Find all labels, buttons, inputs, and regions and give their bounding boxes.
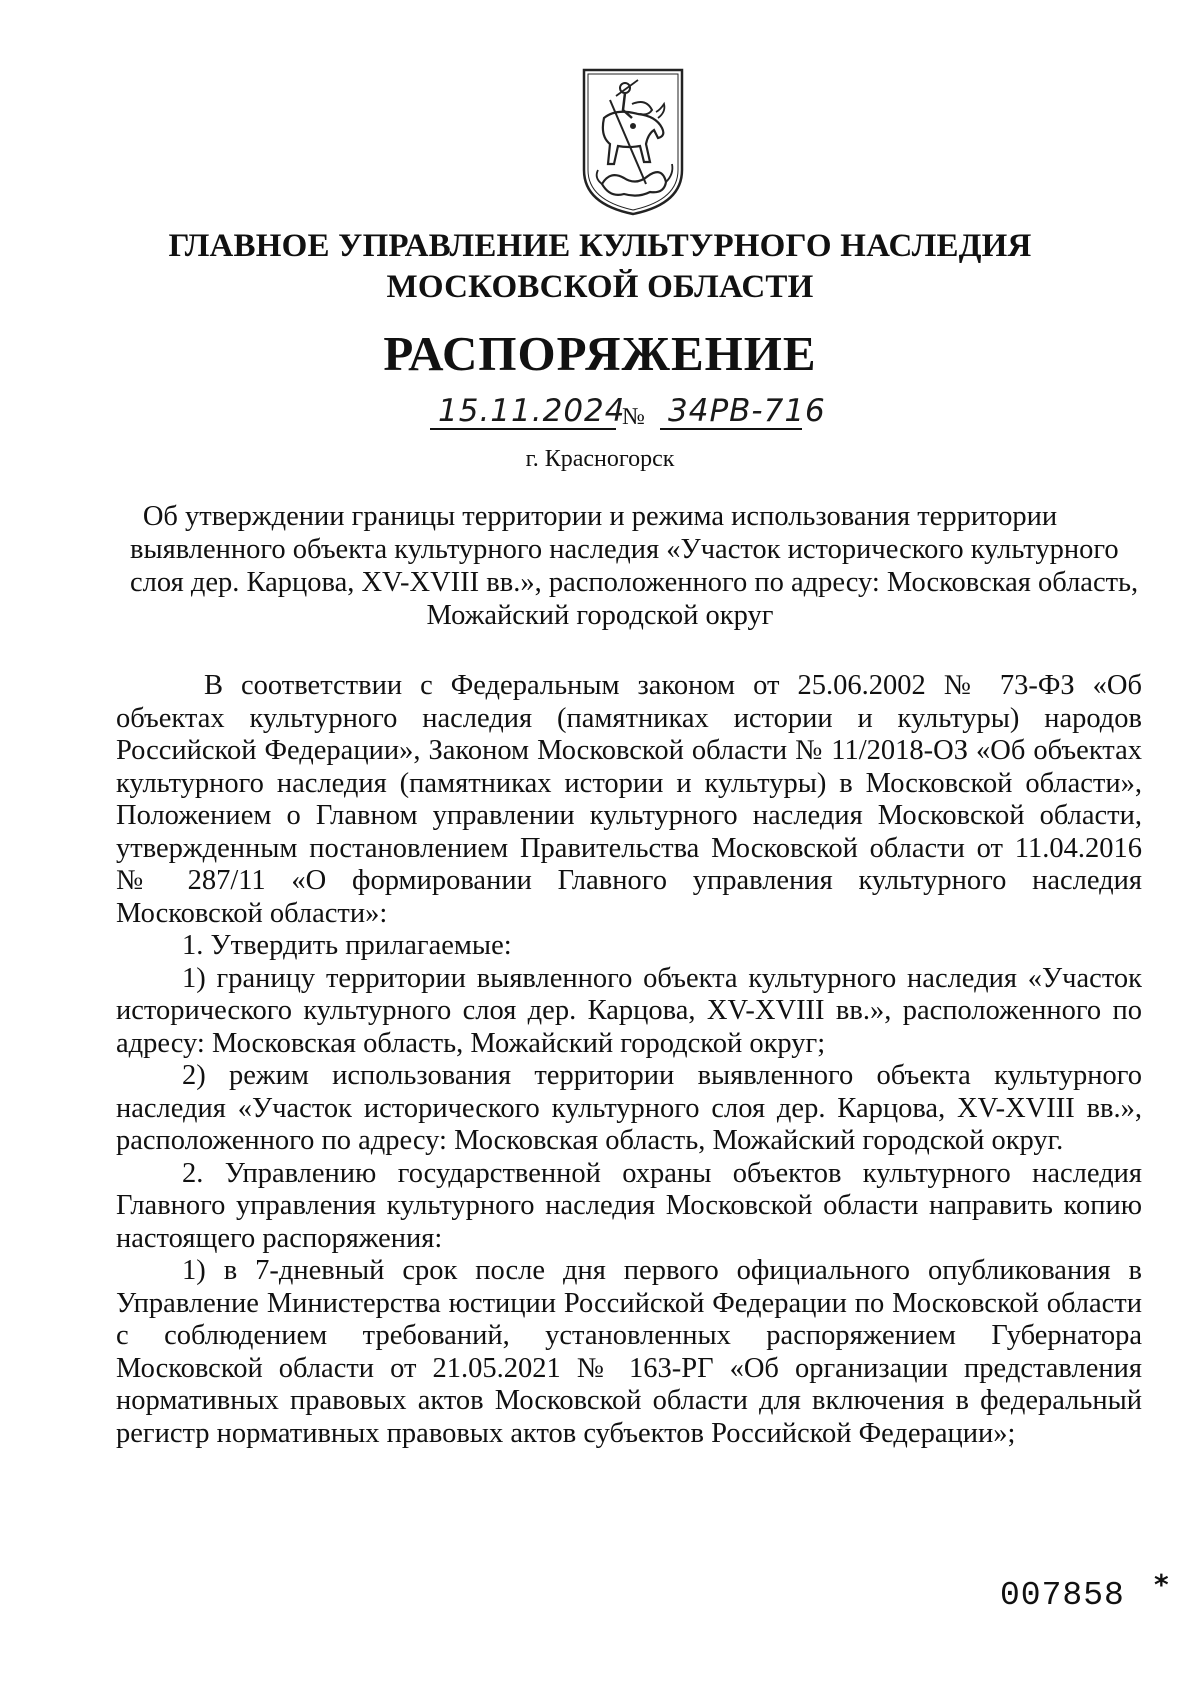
handwritten-number: 34РВ-716 — [668, 393, 826, 429]
clause-1-item-1: 1) границу территории выявленного объекта культурного наследия «Участок исторического культурного слоя дер. Карцова, XV-XVIII вв.», расположенного по адресу: Московская область, Можайский городской округ; — [116, 962, 1142, 1059]
subject-line: Об утверждении границы территории и режима использования территории — [142, 501, 1058, 532]
clause-1: 1. Утвердить прилагаемые: — [182, 930, 512, 961]
date-number-line — [0, 390, 1200, 436]
clause-2: 2. Управлению государственной охраны объектов культурного наследия Главного управления культурного наследия Московской области направить копию настоящего распоряжения: — [116, 1157, 1142, 1254]
subject-line: слоя дер. Карцова, XV-XVIII вв.», расположенного по адресу: Московская область, — [130, 567, 1139, 598]
clause-1-item-2: 2) режим использования территории выявленного объекта культурного наследия «Участок исторического культурного слоя дер. Карцова, XV-XVIII вв.», расположенного по адресу: Московская область, Можайский городской округ. — [116, 1060, 1142, 1156]
handwritten-date: 15.11.2024 — [438, 393, 626, 429]
organization-name-line-2: МОСКОВСКОЙ ОБЛАСТИ — [386, 269, 814, 305]
city-line: г. Красногорск — [525, 446, 675, 472]
document-type-title: РАСПОРЯЖЕНИЕ — [383, 326, 817, 381]
preamble-paragraph: В соответствии с Федеральным законом от 25.06.2002 № 73-ФЗ «Об объектах культурного наследия (памятниках истории и культуры) народов Российской Федерации», Законом Московской области № 11/2018-ОЗ «Об объектах культурного наследия (памятниках истории и культуры) в Московской области», Положением о Главном управлении культурного наследия Московской области, утвержденным постановлением Правительства Московской области от 11.04.2016 № 287/11 «О формировании Главного управления культурного наследия Московской области»: — [116, 670, 1142, 929]
coat-of-arms-icon — [580, 66, 686, 216]
organization-name-line-1: ГЛАВНОЕ УПРАВЛЕНИЕ КУЛЬТУРНОГО НАСЛЕДИЯ — [168, 228, 1032, 264]
document-body — [116, 670, 1142, 1450]
number-underline — [660, 428, 802, 430]
clause-2-item-1: 1) в 7-дневный срок после дня первого официального опубликования в Управление Министерства юстиции Российской Федерации по Московской области с соблюдением требований, установленных распоряжением Губернатора Московской области от 21.05.2021 № 163-РГ «Об организации представления нормативных правовых актов Московской области для включения в федеральный регистр нормативных правовых актов субъектов Российской Федерации»; — [116, 1255, 1142, 1449]
date-underline — [430, 428, 616, 430]
form-serial-number: 007858 — [1000, 1577, 1125, 1614]
document-subject — [130, 500, 1139, 632]
number-sign: № — [622, 404, 645, 430]
subject-line: Можайский городской округ — [426, 600, 774, 631]
serial-mark: * — [1154, 1568, 1169, 1601]
subject-line: выявленного объекта культурного наследия «Участок исторического культурного — [130, 534, 1119, 565]
